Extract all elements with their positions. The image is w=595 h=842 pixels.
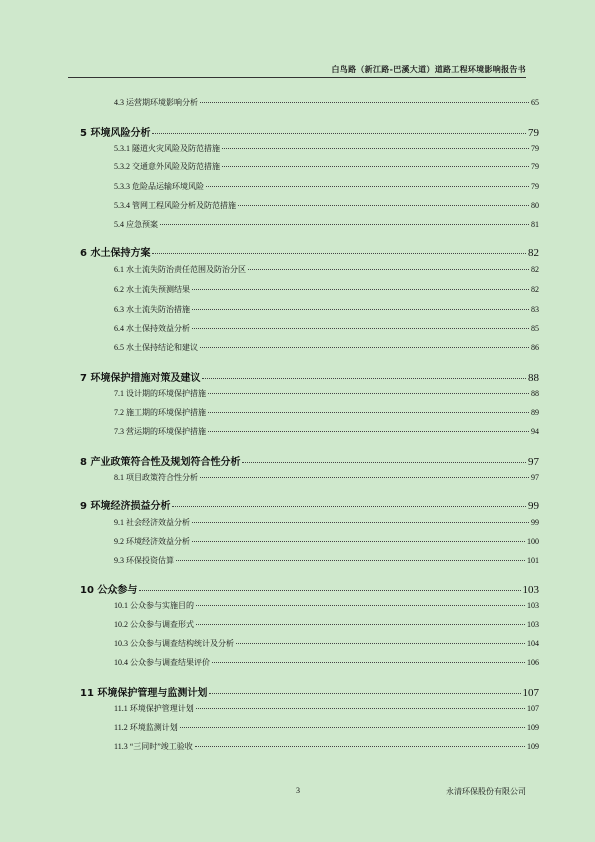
- toc-chapter-entry[interactable]: [80, 684, 539, 699]
- toc-entry-label: 6.1 水土流失防治责任范围及防治分区: [114, 265, 246, 274]
- toc-dot-leader: [248, 269, 529, 270]
- toc-entry-label: 6.3 水土流失防治措施: [114, 305, 190, 314]
- toc-section-entry[interactable]: [114, 143, 539, 154]
- toc-entry-label: 10.3 公众参与调查结构统计及分析: [114, 639, 234, 648]
- toc-section-entry[interactable]: [114, 342, 539, 353]
- toc-section-entry[interactable]: [114, 426, 539, 437]
- toc-section-entry[interactable]: [114, 161, 539, 172]
- toc-entry-page-number: 82: [528, 247, 539, 259]
- document-header-title: 白鸟路（新江路-巴溪大道）道路工程环境影响报告书: [331, 64, 526, 74]
- toc-dot-leader: [208, 412, 529, 413]
- toc-entry-label: 10.2 公众参与调查形式: [114, 620, 194, 629]
- toc-dot-leader: [200, 347, 529, 348]
- toc-entry-page-number: 85: [531, 324, 539, 333]
- toc-chapter-entry[interactable]: [80, 244, 539, 259]
- toc-entry-label: 5.3.4 管网工程风险分析及防范措施: [114, 201, 236, 210]
- toc-dot-leader: [139, 590, 520, 591]
- toc-entry-label: 9.1 社会经济效益分析: [114, 518, 190, 527]
- toc-section-entry[interactable]: [114, 638, 539, 649]
- toc-entry-label: 6.2 水土流失预测结果: [114, 285, 190, 294]
- toc-entry-page-number: 109: [527, 742, 539, 751]
- toc-section-entry[interactable]: [114, 657, 539, 668]
- toc-section-entry[interactable]: [114, 264, 539, 275]
- toc-entry-page-number: 80: [531, 201, 539, 210]
- toc-dot-leader: [200, 477, 529, 478]
- toc-entry-page-number: 89: [531, 408, 539, 417]
- toc-entry-page-number: 79: [531, 162, 539, 171]
- toc-entry-label: 11 环境保护管理与监测计划: [80, 688, 208, 699]
- toc-dot-leader: [192, 309, 529, 310]
- toc-section-entry[interactable]: [114, 97, 539, 108]
- toc-chapter-entry[interactable]: [80, 124, 539, 139]
- toc-entry-page-number: 82: [531, 265, 539, 274]
- toc-dot-leader: [176, 560, 525, 561]
- footer-company-name: 永清环保股份有限公司: [446, 787, 526, 796]
- toc-section-entry[interactable]: [114, 388, 539, 399]
- toc-entry-page-number: 106: [527, 658, 539, 667]
- toc-entry-label: 5.3.3 危险品运输环境风险: [114, 182, 204, 191]
- toc-section-entry[interactable]: [114, 517, 539, 528]
- toc-entry-page-number: 81: [531, 220, 539, 229]
- toc-section-entry[interactable]: [114, 536, 539, 547]
- toc-dot-leader: [208, 393, 529, 394]
- toc-entry-page-number: 103: [527, 620, 539, 629]
- toc-section-entry[interactable]: [114, 703, 539, 714]
- toc-entry-label: 6 水土保持方案: [80, 248, 151, 259]
- toc-entry-page-number: 109: [527, 723, 539, 732]
- toc-entry-label: 9.3 环保投资估算: [114, 556, 174, 565]
- toc-entry-page-number: 86: [531, 343, 539, 352]
- toc-dot-leader: [160, 224, 529, 225]
- toc-entry-label: 6.5 水土保持结论和建议: [114, 343, 198, 352]
- toc-section-entry[interactable]: [114, 600, 539, 611]
- toc-dot-leader: [192, 541, 525, 542]
- toc-dot-leader: [222, 148, 529, 149]
- toc-section-entry[interactable]: [114, 304, 539, 315]
- toc-dot-leader: [238, 205, 529, 206]
- toc-entry-page-number: 99: [531, 518, 539, 527]
- toc-section-entry[interactable]: [114, 181, 539, 192]
- toc-section-entry[interactable]: [114, 219, 539, 230]
- toc-entry-page-number: 83: [531, 305, 539, 314]
- toc-entry-page-number: 88: [531, 389, 539, 398]
- toc-entry-label: 7.3 营运期的环境保护措施: [114, 427, 206, 436]
- toc-chapter-entry[interactable]: [80, 497, 539, 512]
- toc-entry-page-number: 97: [528, 456, 539, 468]
- toc-entry-label: 8 产业政策符合性及规划符合性分析: [80, 457, 241, 468]
- toc-entry-page-number: 82: [531, 285, 539, 294]
- toc-entry-page-number: 103: [522, 584, 539, 596]
- toc-dot-leader: [192, 522, 529, 523]
- toc-entry-label: 10 公众参与: [80, 585, 138, 596]
- toc-section-entry[interactable]: [114, 323, 539, 334]
- toc-dot-leader: [212, 662, 525, 663]
- toc-entry-label: 8.1 项目政策符合性分析: [114, 473, 198, 482]
- toc-dot-leader: [209, 693, 520, 694]
- toc-entry-label: 5.3.2 交通意外风险及防范措施: [114, 162, 220, 171]
- toc-entry-page-number: 97: [531, 473, 539, 482]
- toc-entry-page-number: 79: [531, 182, 539, 191]
- toc-section-entry[interactable]: [114, 200, 539, 211]
- toc-dot-leader: [195, 746, 525, 747]
- toc-dot-leader: [242, 462, 526, 463]
- toc-dot-leader: [180, 727, 525, 728]
- toc-dot-leader: [152, 253, 526, 254]
- toc-dot-leader: [236, 643, 525, 644]
- toc-entry-label: 4.3 运营期环境影响分析: [114, 98, 198, 107]
- toc-entry-label: 11.2 环境监测计划: [114, 723, 178, 732]
- toc-dot-leader: [200, 102, 529, 103]
- toc-entry-label: 6.4 水土保持效益分析: [114, 324, 190, 333]
- toc-entry-page-number: 103: [527, 601, 539, 610]
- toc-entry-page-number: 79: [528, 127, 539, 139]
- toc-entry-label: 7.1 设计期的环境保护措施: [114, 389, 206, 398]
- toc-chapter-entry[interactable]: [80, 581, 539, 596]
- toc-dot-leader: [152, 133, 526, 134]
- toc-entry-label: 10.4 公众参与调查结果评价: [114, 658, 210, 667]
- toc-entry-label: 9.2 环境经济效益分析: [114, 537, 190, 546]
- toc-section-entry[interactable]: [114, 619, 539, 630]
- toc-dot-leader: [208, 431, 529, 432]
- toc-entry-label: 5.4 应急预案: [114, 220, 158, 229]
- toc-entry-page-number: 107: [527, 704, 539, 713]
- toc-entry-label: 9 环境经济损益分析: [80, 501, 171, 512]
- toc-dot-leader: [196, 708, 525, 709]
- toc-section-entry[interactable]: [114, 722, 539, 733]
- toc-dot-leader: [206, 186, 529, 187]
- toc-section-entry[interactable]: [114, 555, 539, 566]
- toc-entry-label: 5 环境风险分析: [80, 128, 151, 139]
- toc-section-entry[interactable]: [114, 741, 539, 752]
- toc-entry-label: 11.1 环境保护管理计划: [114, 704, 194, 713]
- toc-dot-leader: [196, 605, 525, 606]
- toc-dot-leader: [202, 378, 526, 379]
- toc-entry-page-number: 79: [531, 144, 539, 153]
- toc-dot-leader: [172, 506, 526, 507]
- toc-entry-page-number: 94: [531, 427, 539, 436]
- toc-entry-label: 10.1 公众参与实施目的: [114, 601, 194, 610]
- toc-entry-label: 7 环境保护措施对策及建议: [80, 373, 201, 384]
- toc-entry-page-number: 101: [527, 556, 539, 565]
- toc-entry-page-number: 104: [527, 639, 539, 648]
- toc-entry-page-number: 100: [527, 537, 539, 546]
- toc-dot-leader: [196, 624, 525, 625]
- toc-chapter-entry[interactable]: [80, 369, 539, 384]
- toc-dot-leader: [192, 289, 529, 290]
- toc-entry-label: 7.2 施工期的环境保护措施: [114, 408, 206, 417]
- toc-section-entry[interactable]: [114, 284, 539, 295]
- toc-entry-page-number: 99: [528, 500, 539, 512]
- toc-entry-page-number: 65: [531, 98, 539, 107]
- toc-entry-page-number: 107: [522, 687, 539, 699]
- footer-page-number: 3: [296, 786, 300, 795]
- toc-section-entry[interactable]: [114, 407, 539, 418]
- toc-chapter-entry[interactable]: [80, 453, 539, 468]
- toc-dot-leader: [222, 166, 529, 167]
- toc-entry-label: 5.3.1 隧道火灾风险及防范措施: [114, 144, 220, 153]
- toc-entry-label: 11.3 “三同时”竣工验收: [114, 742, 193, 751]
- toc-dot-leader: [192, 328, 529, 329]
- toc-section-entry[interactable]: [114, 472, 539, 483]
- toc-entry-page-number: 88: [528, 372, 539, 384]
